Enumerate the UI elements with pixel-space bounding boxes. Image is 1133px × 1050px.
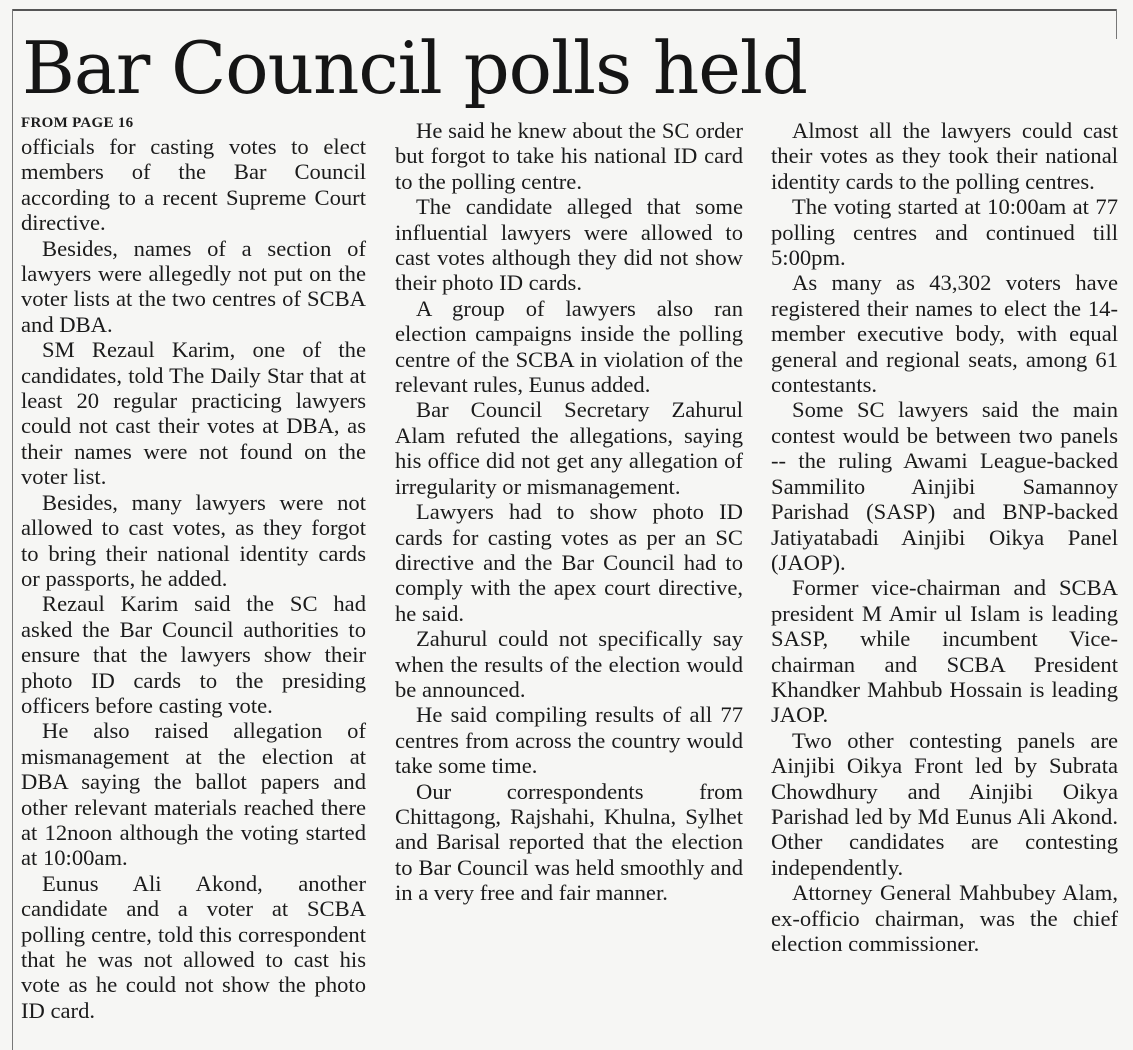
column-3-paragraph: As many as 43,302 voters have registered their names to elect the 14-member executive body, with equal general and regional seats, among 61 contestants. [771, 270, 1118, 398]
headline: Bar Council polls held [22, 26, 808, 110]
column-3-paragraph: Two other contesting panels are Ainjibi Oikya Front led by Subrata Chowdhury and Ainjibi Oikya Parishad led by Md Eunus Ali Akond. Other candidates are contesting independently. [771, 727, 1118, 880]
left-rule [12, 9, 13, 1050]
column-2-paragraph: Our correspondents from Chittagong, Rajshahi, Khulna, Sylhet and Barisal reported that the election to Bar Council was held smoothly and in a very free and fair manner. [395, 778, 743, 906]
column-1-paragraph: Besides, many lawyers were not allowed to cast votes, as they forgot to bring their national identity cards or passports, he added. [21, 489, 366, 591]
column-1-paragraph: officials for casting votes to elect members of the Bar Council according to a recent Supreme Court directive. [21, 134, 366, 236]
continued-from-label: FROM PAGE 16 [21, 115, 134, 131]
column-3-paragraph: Attorney General Mahbubey Alam, ex-officio chairman, was the chief election commissioner. [771, 880, 1118, 956]
column-2-paragraph: He said he knew about the SC order but forgot to take his national ID card to the polling centre. [395, 118, 743, 194]
column-3-paragraph: The voting started at 10:00am at 77 polling centres and continued till 5:00pm. [771, 194, 1118, 271]
column-2-paragraph: Lawyers had to show photo ID cards for casting votes as per an SC directive and the Bar Council had to comply with the apex court directive, he said. [395, 499, 743, 626]
article-column-2 [395, 114, 743, 906]
column-1-paragraph: Besides, names of a section of lawyers were allegedly not put on the voter lists at the two centres of SCBA and DBA. [21, 235, 366, 337]
column-3-paragraph: Almost all the lawyers could cast their votes as they took their national identity cards to the polling centres. [771, 118, 1118, 194]
article-column-1 [21, 114, 366, 1023]
article-column-3 [771, 114, 1118, 956]
column-2-paragraph: Bar Council Secretary Zahurul Alam refuted the allegations, saying his office did not get any allegation of irregularity or mismanagement. [395, 397, 743, 499]
column-2-paragraph: The candidate alleged that some influential lawyers were allowed to cast votes although they did not show their photo ID cards. [395, 194, 743, 296]
column-2-paragraph: Zahurul could not specifically say when the results of the election would be announced. [395, 626, 743, 702]
column-1-paragraph: SM Rezaul Karim, one of the candidates, told The Daily Star that at least 20 regular practicing lawyers could not cast their votes at DBA, as their names were not found on the voter list. [21, 337, 366, 490]
column-3-paragraph: Former vice-chairman and SCBA president M Amir ul Islam is leading SASP, while incumbent Vice-chairman and SCBA President Khandker Mahbub Hossain is leading JAOP. [771, 575, 1118, 728]
column-3-paragraph: Some SC lawyers said the main contest would be between two panels -- the ruling Awami League-backed Sammilito Ainjibi Samannoy Parishad (SASP) and BNP-backed Jatiyatabadi Ainjibi Oikya Panel (JAOP). [771, 397, 1118, 575]
column-1-paragraph: Rezaul Karim said the SC had asked the Bar Council authorities to ensure that the lawyers show their photo ID cards to the presiding officers before casting vote. [21, 591, 366, 718]
column-1-paragraph: He also raised allegation of mismanagement at the election at DBA saying the ballot papers and other relevant materials reached there at 12noon although the voting started at 10:00am. [21, 718, 366, 871]
right-rule [1116, 9, 1117, 39]
top-rule [12, 9, 1116, 11]
column-2-paragraph: A group of lawyers also ran election campaigns inside the polling centre of the SCBA in violation of the relevant rules, Eunus added. [395, 295, 743, 398]
column-2-paragraph: He said compiling results of all 77 centres from across the country would take some time. [395, 702, 743, 779]
column-1-paragraph: Eunus Ali Akond, another candidate and a voter at SCBA polling centre, told this correspondent that he was not allowed to cast his vote as he could not show the photo ID card. [21, 870, 366, 1023]
